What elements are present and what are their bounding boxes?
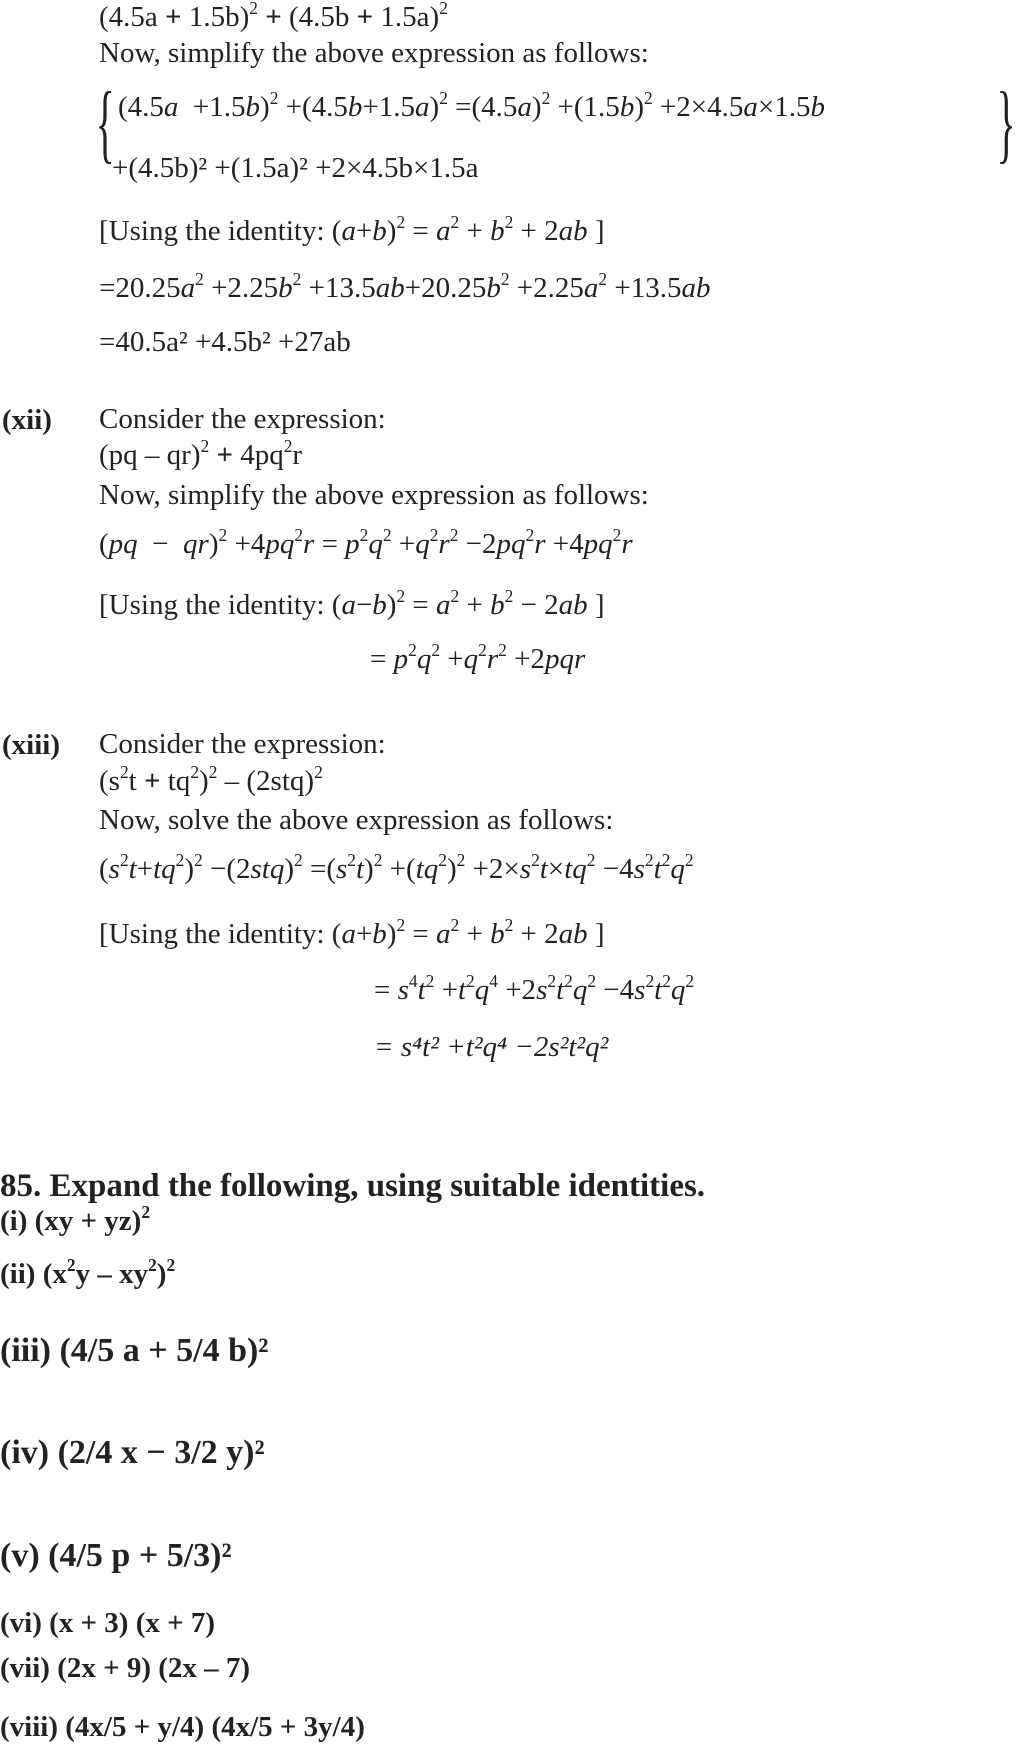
right-brace: } [996, 75, 1016, 172]
q85-item-iv: (iv) (2/4 x − 3/2 y)² [0, 1434, 265, 1471]
xi-expansion-line1: $(4.5a +1.5b)^2 +(4.5b+1.5a)^2 =(4.5a)^2 +(1.5b)^2 +2\times 4.5a\times 1.5b$ [118, 87, 826, 123]
q85-item-v: (v) (4/5 p + 5/3)² [0, 1537, 232, 1574]
xiii-expansion: $(s^2t+tq^2)^2 -(2stq)^2 =(s^2t)^2 +(tq^2)^2 +2\times s^2t\times tq^2 -4s^2t^2q^2$ [99, 849, 694, 885]
q85-item-iii: (iii) (4/5 a + 5/4 b)² [0, 1332, 269, 1369]
q85-item-vi: (vi) (x + 3) (x + 7) [0, 1607, 216, 1639]
xii-label: (xii) [2, 404, 52, 436]
xi-instruction: Now, simplify the above expression as follows: [99, 37, 649, 69]
q85-item-viii: (viii) (4x/5 + y/4) (4x/5 + 3y/4) [0, 1711, 365, 1743]
q85-item-vii: (vii) (2x + 9) (2x – 7) [0, 1652, 251, 1684]
xiii-label: (xiii) [2, 729, 60, 761]
xii-result: = $p^2q^2 +q^2r^2 +2pqr$ [370, 639, 586, 675]
xii-instruction: Now, simplify the above expression as follows: [99, 479, 649, 511]
xiii-step: = $s^4t^2 +t^2q^4 +2s^2t^2q^2 -4s^2t^2q^2$ [374, 970, 695, 1006]
xiii-result: = s⁴t² +t²q⁴ −2s²t²q² [374, 1031, 609, 1063]
xii-intro: Consider the expression: [99, 403, 386, 435]
xi-expression: $(4.5a + 1.5b)^2 + (4.5b + 1.5a)^2$ [99, 0, 448, 33]
xiii-instruction: Now, solve the above expression as follows: [99, 804, 614, 836]
xi-expansion-line2: +(4.5b)² +(1.5a)² +2×4.5b×1.5a [112, 152, 479, 184]
xi-identity: [Using the identity: $(a+b)^2 = a^2 + b^2 + 2ab$ ] [99, 211, 605, 247]
xii-expansion: $(pq - qr)^2 +4pq^2r = p^2q^2 +q^2r^2 -2pq^2r +4pq^2r$ [99, 524, 633, 560]
xiii-intro: Consider the expression: [99, 728, 386, 760]
left-brace: { [95, 75, 115, 172]
q85-item-i: (i) (xy + yz)$^2$ [0, 1201, 151, 1237]
xii-expression: $(pq - qr)^2 + 4pq^2r$ [99, 435, 303, 471]
xiii-expression: $(s^2t + tq^2)^2 - (2stq)^2$ [99, 761, 323, 797]
xi-step: $=20.25a^2 +2.25b^2 +13.5ab+20.25b^2 +2.25a^2 +13.5ab$ [99, 268, 711, 304]
question-85-heading: 85. Expand the following, using suitable identities. [0, 1168, 706, 1204]
xii-identity: [Using the identity: $(a-b)^2 = a^2 + b^2 - 2ab$ ] [99, 585, 605, 621]
q85-item-ii: (ii) $(x^2y - xy^2)^2$ [0, 1254, 176, 1290]
xi-result: =40.5a² +4.5b² +27ab [99, 326, 351, 358]
xiii-identity: [Using the identity: $(a+b)^2 = a^2 + b^2 + 2ab$ ] [99, 914, 605, 950]
